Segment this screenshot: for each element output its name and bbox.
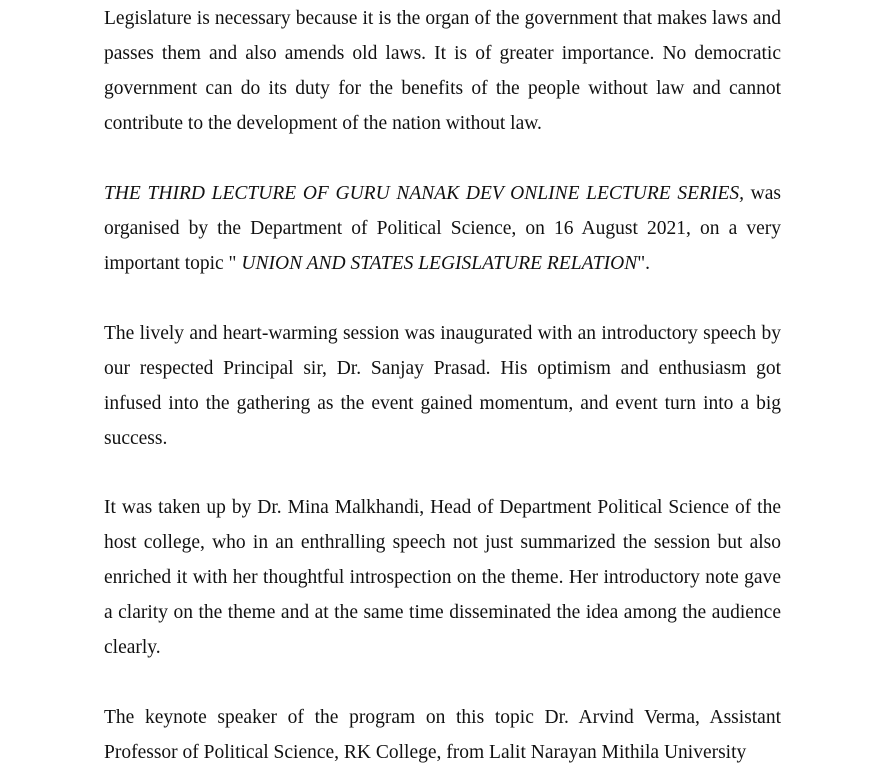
- paragraph-legislature-intro: Legislature is necessary because it is the organ of the government that makes laws and passes them and also amends old laws. It is of greater importance. No democratic government can do its duty for the benefits of the people without law and cannot contribute to the development of the nation without law.: [104, 8, 781, 134]
- lecture-topic-close: ".: [637, 253, 651, 274]
- lecture-series-title: THE THIRD LECTURE OF GURU NANAK DEV ONLINE LECTURE SERIES,: [104, 183, 744, 204]
- lecture-details-text: was organised by the Department of Political Science, on 16 August 2021, on a very important topic ": [104, 183, 781, 274]
- paragraph-lecture-announcement: [104, 176, 781, 281]
- lecture-topic-title: UNION AND STATES LEGISLATURE RELATION: [241, 253, 638, 274]
- paragraph-hod-speech: It was taken up by Dr. Mina Malkhandi, Head of Department Political Science of the host college, who in an enthralling speech not just summarized the session but also enriched it with her thoughtful introspection on the theme. Her introductory note gave a clarity on the theme and at the same time disseminated the idea among the audience clearly.: [104, 497, 781, 658]
- paragraph-keynote-speaker: The keynote speaker of the program on this topic Dr. Arvind Verma, Assistant Professor of Political Science, RK College, from Lalit Narayan Mithila University: [104, 707, 781, 763]
- paragraph-session-inauguration: The lively and heart-warming session was inaugurated with an introductory speech by our respected Principal sir, Dr. Sanjay Prasad. His optimism and enthusiasm got infused into the gathering as the event gained momentum, and event turn into a big success.: [104, 323, 781, 449]
